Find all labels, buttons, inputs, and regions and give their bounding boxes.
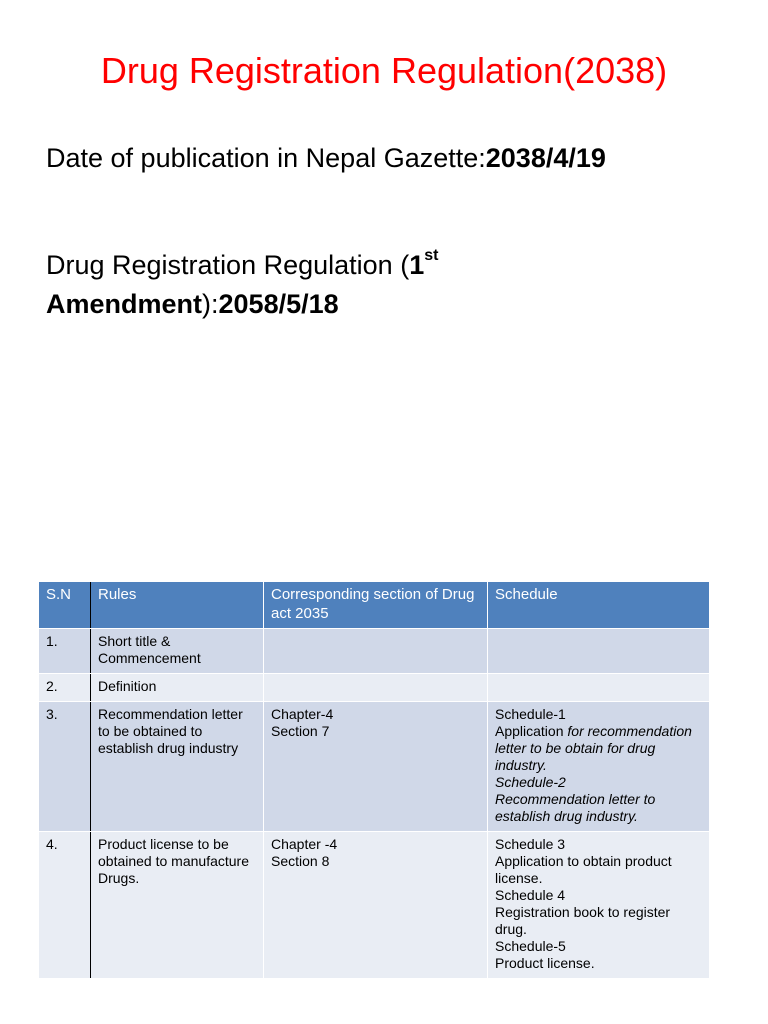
section-line: Chapter -4 <box>271 836 338 852</box>
schedule-line: Application <box>495 723 568 739</box>
section-line: Chapter-4 <box>271 706 334 722</box>
page-title: Drug Registration Regulation(2038) <box>100 50 668 91</box>
cell-section <box>264 629 488 674</box>
schedule-line: Schedule-5 <box>495 938 566 954</box>
table-row <box>39 702 710 832</box>
publication-date: 2038/4/19 <box>485 143 606 173</box>
header-section: Corresponding section of Drug act 2035 <box>264 582 488 629</box>
cell-section <box>264 674 488 702</box>
publication-line <box>46 143 606 174</box>
schedule-line: Schedule 4 <box>495 887 566 903</box>
cell-sn: 3. <box>39 702 91 832</box>
cell-rules: Definition <box>91 674 264 702</box>
section-line: Section 7 <box>271 723 330 739</box>
amendment-prefix: Drug Registration Regulation ( <box>46 250 410 280</box>
schedule-line: Schedule-1 <box>495 706 566 722</box>
schedule-line: Schedule-2 <box>495 774 566 790</box>
header-sn: S.N <box>39 582 91 629</box>
amendment-word: Amendment <box>46 289 203 319</box>
cell-schedule <box>488 832 710 979</box>
regulation-table <box>39 582 710 979</box>
amendment-ordinal: 1st <box>409 247 439 280</box>
cell-rules: Recommendation letter to be obtained to establish drug industry <box>91 702 264 832</box>
schedule-line: for recommendation letter to be obtain for drug industry. <box>495 723 692 773</box>
schedule-line: Schedule 3 <box>495 836 566 852</box>
cell-section <box>264 832 488 979</box>
cell-sn: 1. <box>39 629 91 674</box>
cell-rules: Short title & Commencement <box>91 629 264 674</box>
schedule-line: Registration book to register drug. <box>495 904 671 937</box>
cell-rules: Product license to be obtained to manufacture Drugs. <box>91 832 264 979</box>
table-body <box>39 629 710 979</box>
schedule-line: Recommendation letter to establish drug industry. <box>495 791 656 824</box>
table-header-row <box>39 582 710 629</box>
schedule-line: Application to obtain product license. <box>495 853 672 886</box>
table-row <box>39 674 710 702</box>
cell-sn: 2. <box>39 674 91 702</box>
cell-schedule <box>488 702 710 832</box>
amendment-close: ): <box>202 289 219 319</box>
header-rules: Rules <box>91 582 264 629</box>
cell-schedule <box>488 674 710 702</box>
section-line: Section 8 <box>271 853 330 869</box>
amendment-line <box>46 240 438 324</box>
cell-schedule <box>488 629 710 674</box>
amendment-date: 2058/5/18 <box>218 289 339 319</box>
header-schedule: Schedule <box>488 582 710 629</box>
schedule-line: Product license. <box>495 955 595 971</box>
table-row <box>39 832 710 979</box>
cell-sn: 4. <box>39 832 91 979</box>
cell-section <box>264 702 488 832</box>
publication-label: Date of publication in Nepal Gazette: <box>46 143 486 173</box>
table-row <box>39 629 710 674</box>
